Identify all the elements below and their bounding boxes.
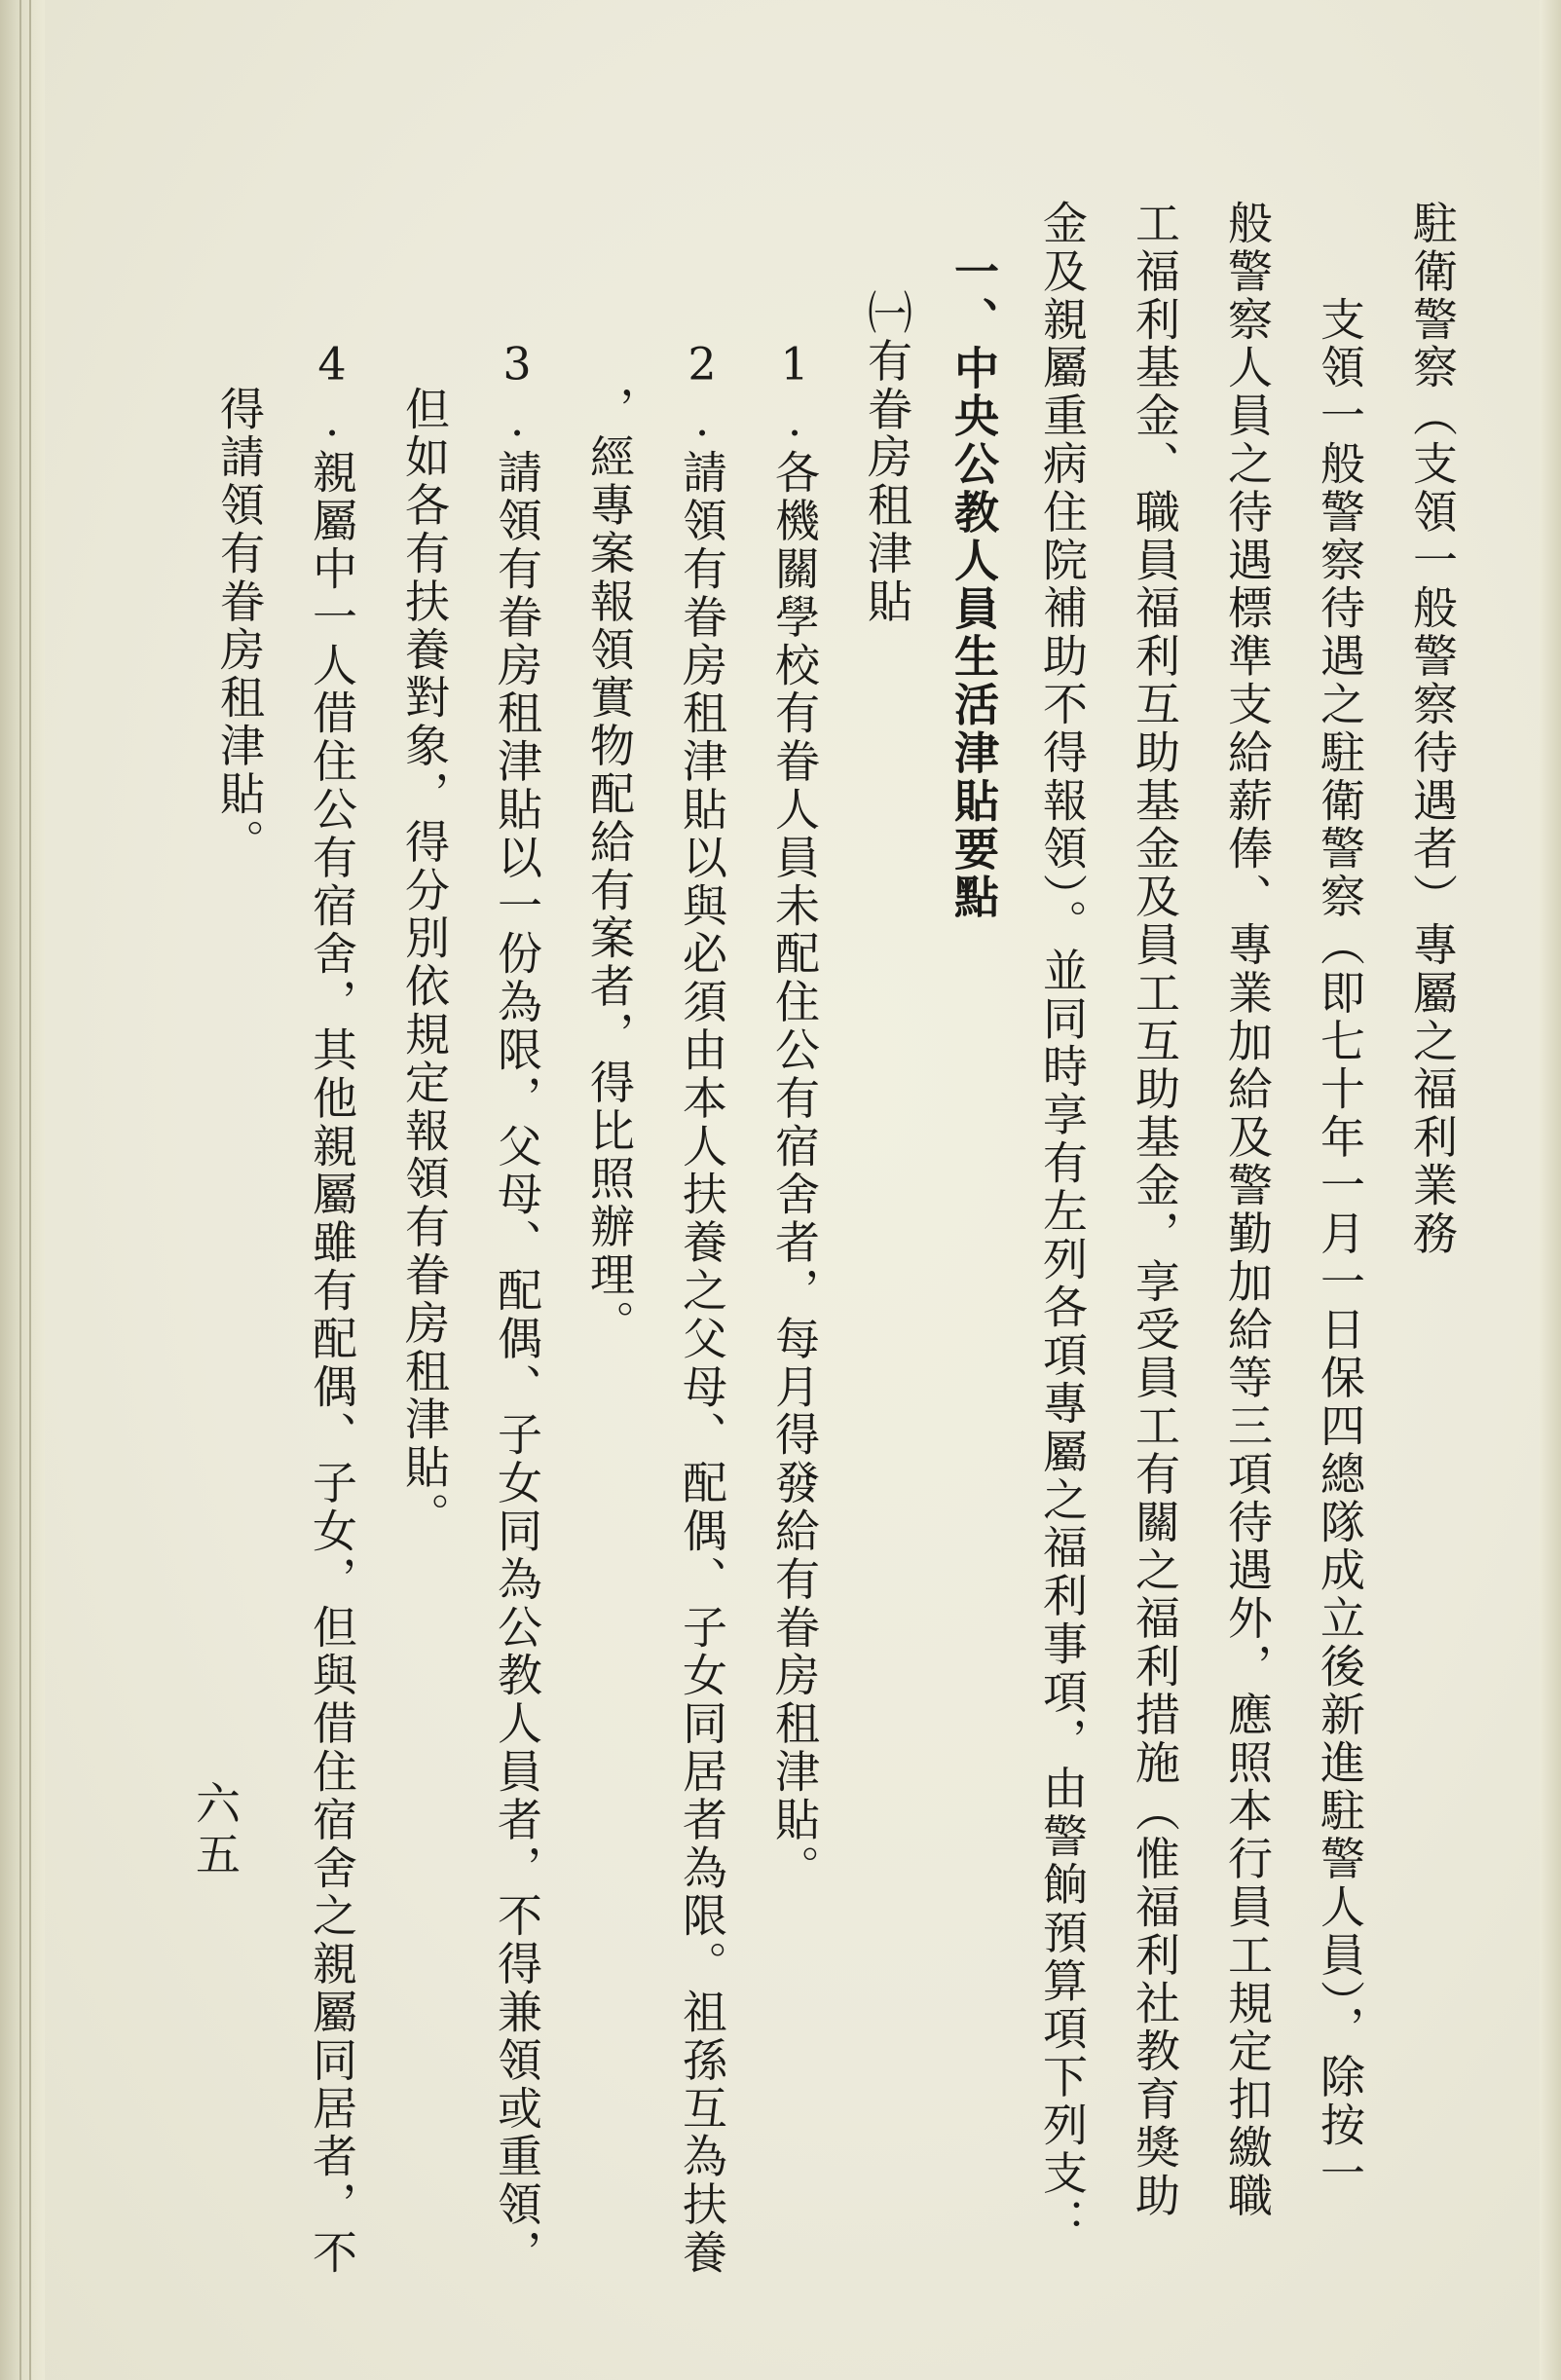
binding-line	[29, 0, 31, 2380]
book-binding-edge	[0, 0, 45, 2380]
list-item-2-continued: ，經專案報領實物配給有案者，得比照辦理。	[583, 289, 636, 1348]
subsection-heading: ㈠有眷房租津貼	[861, 289, 913, 626]
page-right-edge	[1540, 0, 1561, 2380]
list-item-4-continued: 得請領有眷房租津貼。	[213, 289, 266, 867]
page-number: 六五	[189, 1780, 242, 1881]
body-line-1: 支領一般警察待遇之駐衛警察（即七十年一月一日保四總隊成立後新進駐警人員），除按一	[1314, 200, 1366, 2198]
list-item-1: 1.各機關學校有眷人員未配住公有宿舍者，每月得發給有眷房租津貼。	[768, 289, 821, 1893]
body-line-3: 工福利基金、職員福利互助基金及員工互助基金，享受員工有關之福利措施（惟福利社教育獎助	[1129, 200, 1181, 2220]
chapter-title: 駐衛警察（支領一般警察待遇者）專屬之福利業務	[1406, 200, 1459, 1258]
list-item-2: 2.請領有眷房租津貼以與必須由本人扶養之父母、配偶、子女同居者為限。祖孫互為扶養	[676, 289, 728, 2278]
body-line-2: 般警察人員之待遇標準支給薪俸、專業加給及警勤加給等三項待遇外，應照本行員工規定扣繳職	[1221, 200, 1274, 2220]
binding-line	[19, 0, 21, 2380]
body-line-4: 金及親屬重病住院補助不得報領）。並同時享有左列各項專屬之福利事項，由警餉預算項下列支：	[1036, 200, 1089, 2247]
list-item-3-continued: 但如各有扶養對象，得分別依規定報領有眷房租津貼。	[398, 289, 451, 1541]
section-heading: 一、中央公教人員生活津貼要點	[948, 248, 1000, 922]
list-item-3: 3.請領有眷房租津貼以一份為限，父母、配偶、子女同為公教人員者，不得兼領或重領，	[491, 289, 543, 2278]
list-item-4: 4.親屬中一人借住公有宿舍，其他親屬雖有配偶、子女，但與借住宿舍之親屬同居者，不	[306, 289, 358, 2278]
